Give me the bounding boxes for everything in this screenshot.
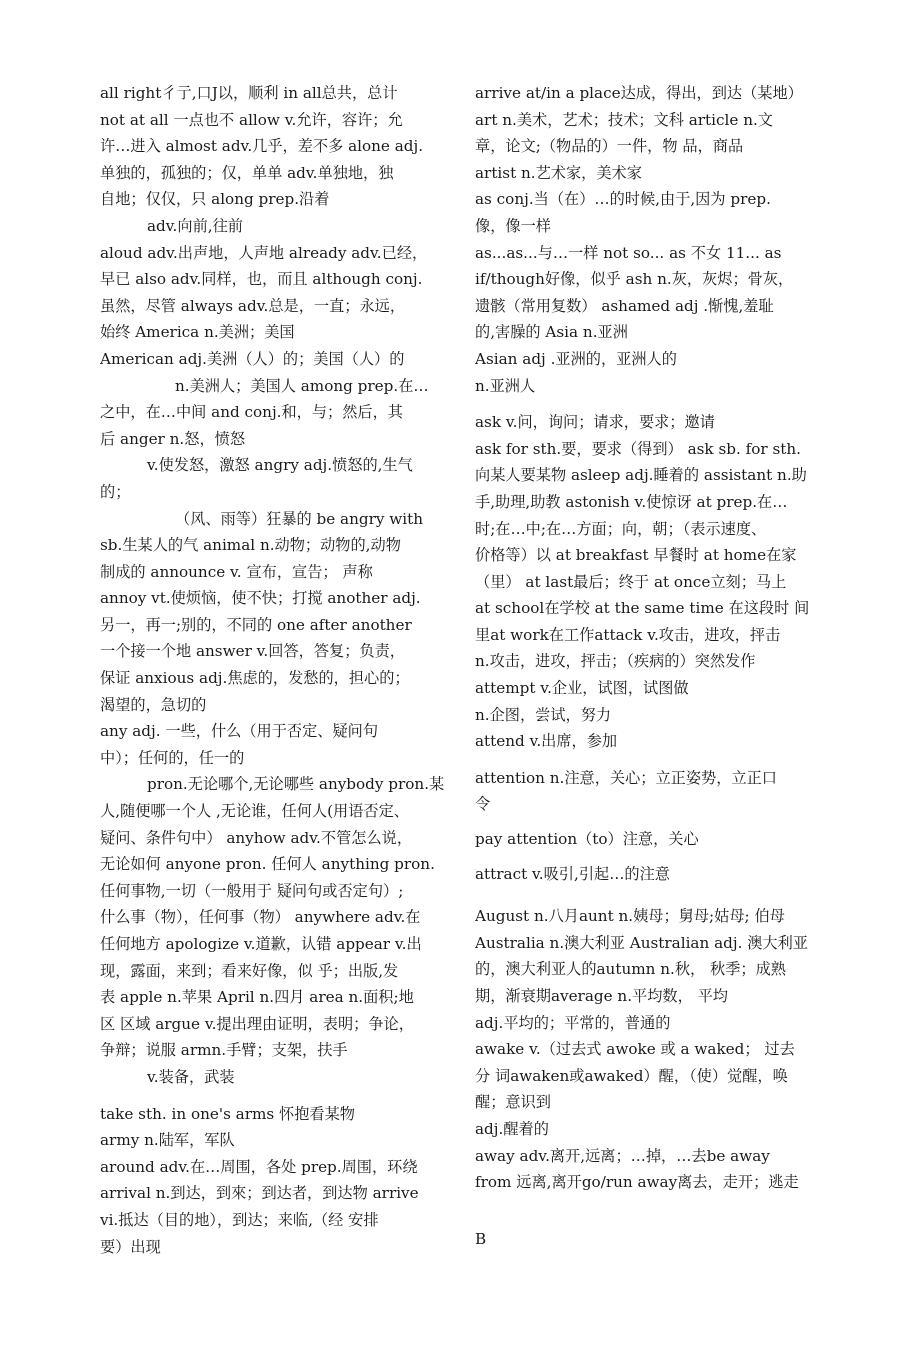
text-line: v.装备，武装 [147, 1067, 235, 1086]
text-line: 始终 America n.美洲；美国 [100, 323, 295, 342]
text-line: American adj.美洲（人）的；美国（人）的 [100, 349, 405, 368]
section-heading-b: B [475, 1229, 487, 1248]
text-line: 期，渐衰期average n.平均数， 平均 [475, 987, 728, 1005]
text-line: 人,随便哪一个人 ,无论谁，任何人(用语否定、 [100, 802, 409, 821]
text-line: v.使发怒，激怒 angry adj.愤怒的,生气 [147, 456, 413, 475]
text-line: ask v.问，询问；请求，要求；邀请 [475, 413, 715, 432]
text-line: 醒；意识到 [475, 1093, 551, 1112]
text-line: n.美洲人；美国人 among prep.在… [175, 376, 429, 395]
text-line: August n.八月aunt n.姨母；舅母;姑母; 伯母 [475, 907, 785, 926]
text-line: 向某人要某物 asleep adj.睡着的 assistant n.助 [475, 466, 807, 485]
text-line: 像，像一样 [475, 216, 551, 235]
text-line: adv.向前,往前 [147, 216, 243, 235]
text-line: 章，论文;（物品的）一件，物 品，商品 [475, 137, 744, 156]
text-line: army n.陆军，军队 [100, 1131, 235, 1150]
text-line: all right彳亍,口J以，顺利 in all总共，总计 [100, 84, 398, 102]
text-line: 的,害臊的 Asia n.亚洲 [475, 323, 628, 342]
text-line: 渴望的，急切的 [100, 695, 207, 714]
text-line: pay attention（to）注意，关心 [475, 830, 699, 849]
text-line: n.企图，尝试，努力 [475, 705, 612, 724]
text-line: 另一，再一;别的，不同的 one after another [100, 615, 412, 634]
text-line: n.亚洲人 [475, 376, 536, 395]
text-line: sb.生某人的气 animal n.动物；动物的,动物 [100, 536, 401, 555]
text-line: 令 [475, 795, 491, 814]
text-line: if/though好像，似乎 ash n.灰，灰烬；骨灰， [475, 270, 794, 289]
text-line: 保证 anxious adj.焦虑的，发愁的，担心的； [100, 669, 410, 688]
text-line: 时;在…中;在…方面；向，朝；（表示速度、 [475, 519, 767, 538]
text-line: aloud adv.出声地，人声地 already adv.已经， [100, 243, 428, 262]
text-line: not at all 一点也不 allow v.允许，容许；允 [100, 110, 403, 129]
text-line: arrive at/in a place达成，得出，到达（某地） [475, 84, 803, 102]
text-line: 遗骸（常用复数） ashamed adj .惭愧,羞耻 [475, 296, 774, 315]
text-line: from 远离,离开go/run away离去，走开；逃走 [475, 1173, 799, 1192]
text-line: 手,助理,助教 astonish v.使惊讶 at prep.在… [475, 492, 788, 511]
text-line: around adv.在…周围，各处 prep.周围，环绕 [100, 1157, 418, 1176]
text-line: annoy vt.使烦恼，使不快；打搅 another adj. [100, 589, 421, 608]
text-line: any adj. 一些，什么（用于否定、疑问句 [100, 722, 379, 741]
text-line: ask for sth.要，要求（得到） ask sb. for sth. [475, 439, 801, 458]
text-line: attend v.出席，参加 [475, 732, 618, 751]
text-line: awake v.（过去式 awoke 或 a waked； 过去 [475, 1040, 795, 1059]
text-line: Australia n.澳大利亚 Australian adj. 澳大利亚 [475, 933, 808, 952]
text-line: 的，澳大利亚人的autumn n.秋， 秋季；成熟 [475, 960, 786, 979]
text-line: at school在学校 at the same time 在这段时 间 [475, 599, 810, 618]
text-line: 现，露面，来到；看来好像，似 乎；出版,发 [100, 961, 399, 980]
text-line: 表 apple n.苹果 April n.四月 area n.面积;地 [100, 988, 414, 1007]
text-line: 虽然，尽管 always adv.总是，一直；永远， [100, 296, 406, 315]
text-line: away adv.离开,远离；…掉，…去be away [475, 1146, 770, 1165]
text-line: arrival n.到达，到來；到达者，到达物 arrive [100, 1184, 419, 1203]
left-column [100, 80, 462, 1260]
text-line: Asian adj .亚洲的，亚洲人的 [475, 349, 677, 368]
text-line: 之中，在…中间 and conj.和，与；然后，其 [100, 403, 403, 422]
text-line: art n.美术，艺术；技术；文科 article n.文 [475, 110, 773, 129]
text-line: 疑问、条件句中） anyhow adv.不管怎么说， [100, 828, 413, 847]
text-line: 自地；仅仅，只 along prep.沿着 [100, 190, 330, 209]
text-line: 价格等）以 at breakfast 早餐时 at home在家 [475, 546, 797, 565]
text-line: 里at work在工作attack v.攻击，进攻，抨击 [475, 625, 781, 644]
text-line: （风、雨等）狂暴的 be angry with [175, 509, 424, 528]
text-line: 制成的 announce v. 宣布，宣告； 声称 [100, 562, 373, 581]
text-line: adj.醒着的 [475, 1119, 549, 1138]
text-line: as conj.当（在）…的时候,由于,因为 prep. [475, 190, 771, 209]
text-line: pron.无论哪个,无论哪些 anybody pron.某 [147, 775, 445, 794]
text-line: 的； [100, 482, 131, 501]
text-line: 早已 also adv.同样，也，而且 although conj. [100, 270, 423, 289]
text-line: 无论如何 anyone pron. 任何人 anything pron. [100, 855, 435, 874]
text-line: 后 anger n.怒，愤怒 [100, 429, 246, 448]
text-line: 中）；任何的，任一的 [100, 748, 245, 767]
text-line: attempt v.企业，试图，试图做 [475, 679, 689, 698]
text-line: 争辩；说服 armn.手臂；支架，扶手 [100, 1041, 348, 1060]
text-line: artist n.艺术家，美术家 [475, 163, 642, 182]
text-line: attention n.注意，关心；立正姿势，立正口 [475, 768, 777, 787]
text-line: 什么事（物），任何事（物） anywhere adv.在 [100, 908, 421, 927]
right-column [475, 80, 825, 1252]
text-line: 分 词awaken或awaked）醒，（使）觉醒，唤 [475, 1066, 788, 1085]
text-line: attract v.吸引,引起…的注意 [475, 864, 670, 883]
text-line: take sth. in one's arms 怀抱看某物 [100, 1104, 355, 1123]
text-line: 任何地方 apologize v.道歉，认错 appear v.出 [100, 935, 422, 953]
text-line: （里） at last最后；终于 at once立刻；马上 [475, 572, 787, 591]
text-line: 许…进入 almost adv.几乎，差不多 alone adj. [100, 137, 424, 156]
text-line: 区 区域 argue v.提出理由证明，表明；争论， [100, 1014, 414, 1033]
text-line: 一个接一个地 answer v.回答，答复；负责， [100, 642, 405, 661]
text-line: n.攻击，进攻，抨击；（疾病的）突然发作 [475, 652, 756, 671]
text-line: vi.抵达（目的地），到达；来临,（经 安排 [100, 1210, 379, 1229]
text-line: adj.平均的；平常的，普通的 [475, 1013, 671, 1032]
text-line: 单独的，孤独的；仅，单单 adv.单独地，独 [100, 163, 394, 182]
text-line: 任何事物,一切（一般用于 疑问句或否定句）; [100, 881, 404, 900]
text-line: as...as...与…一样 not so... as 不女 11... as [475, 243, 782, 262]
text-line: 要）出现 [100, 1237, 161, 1256]
